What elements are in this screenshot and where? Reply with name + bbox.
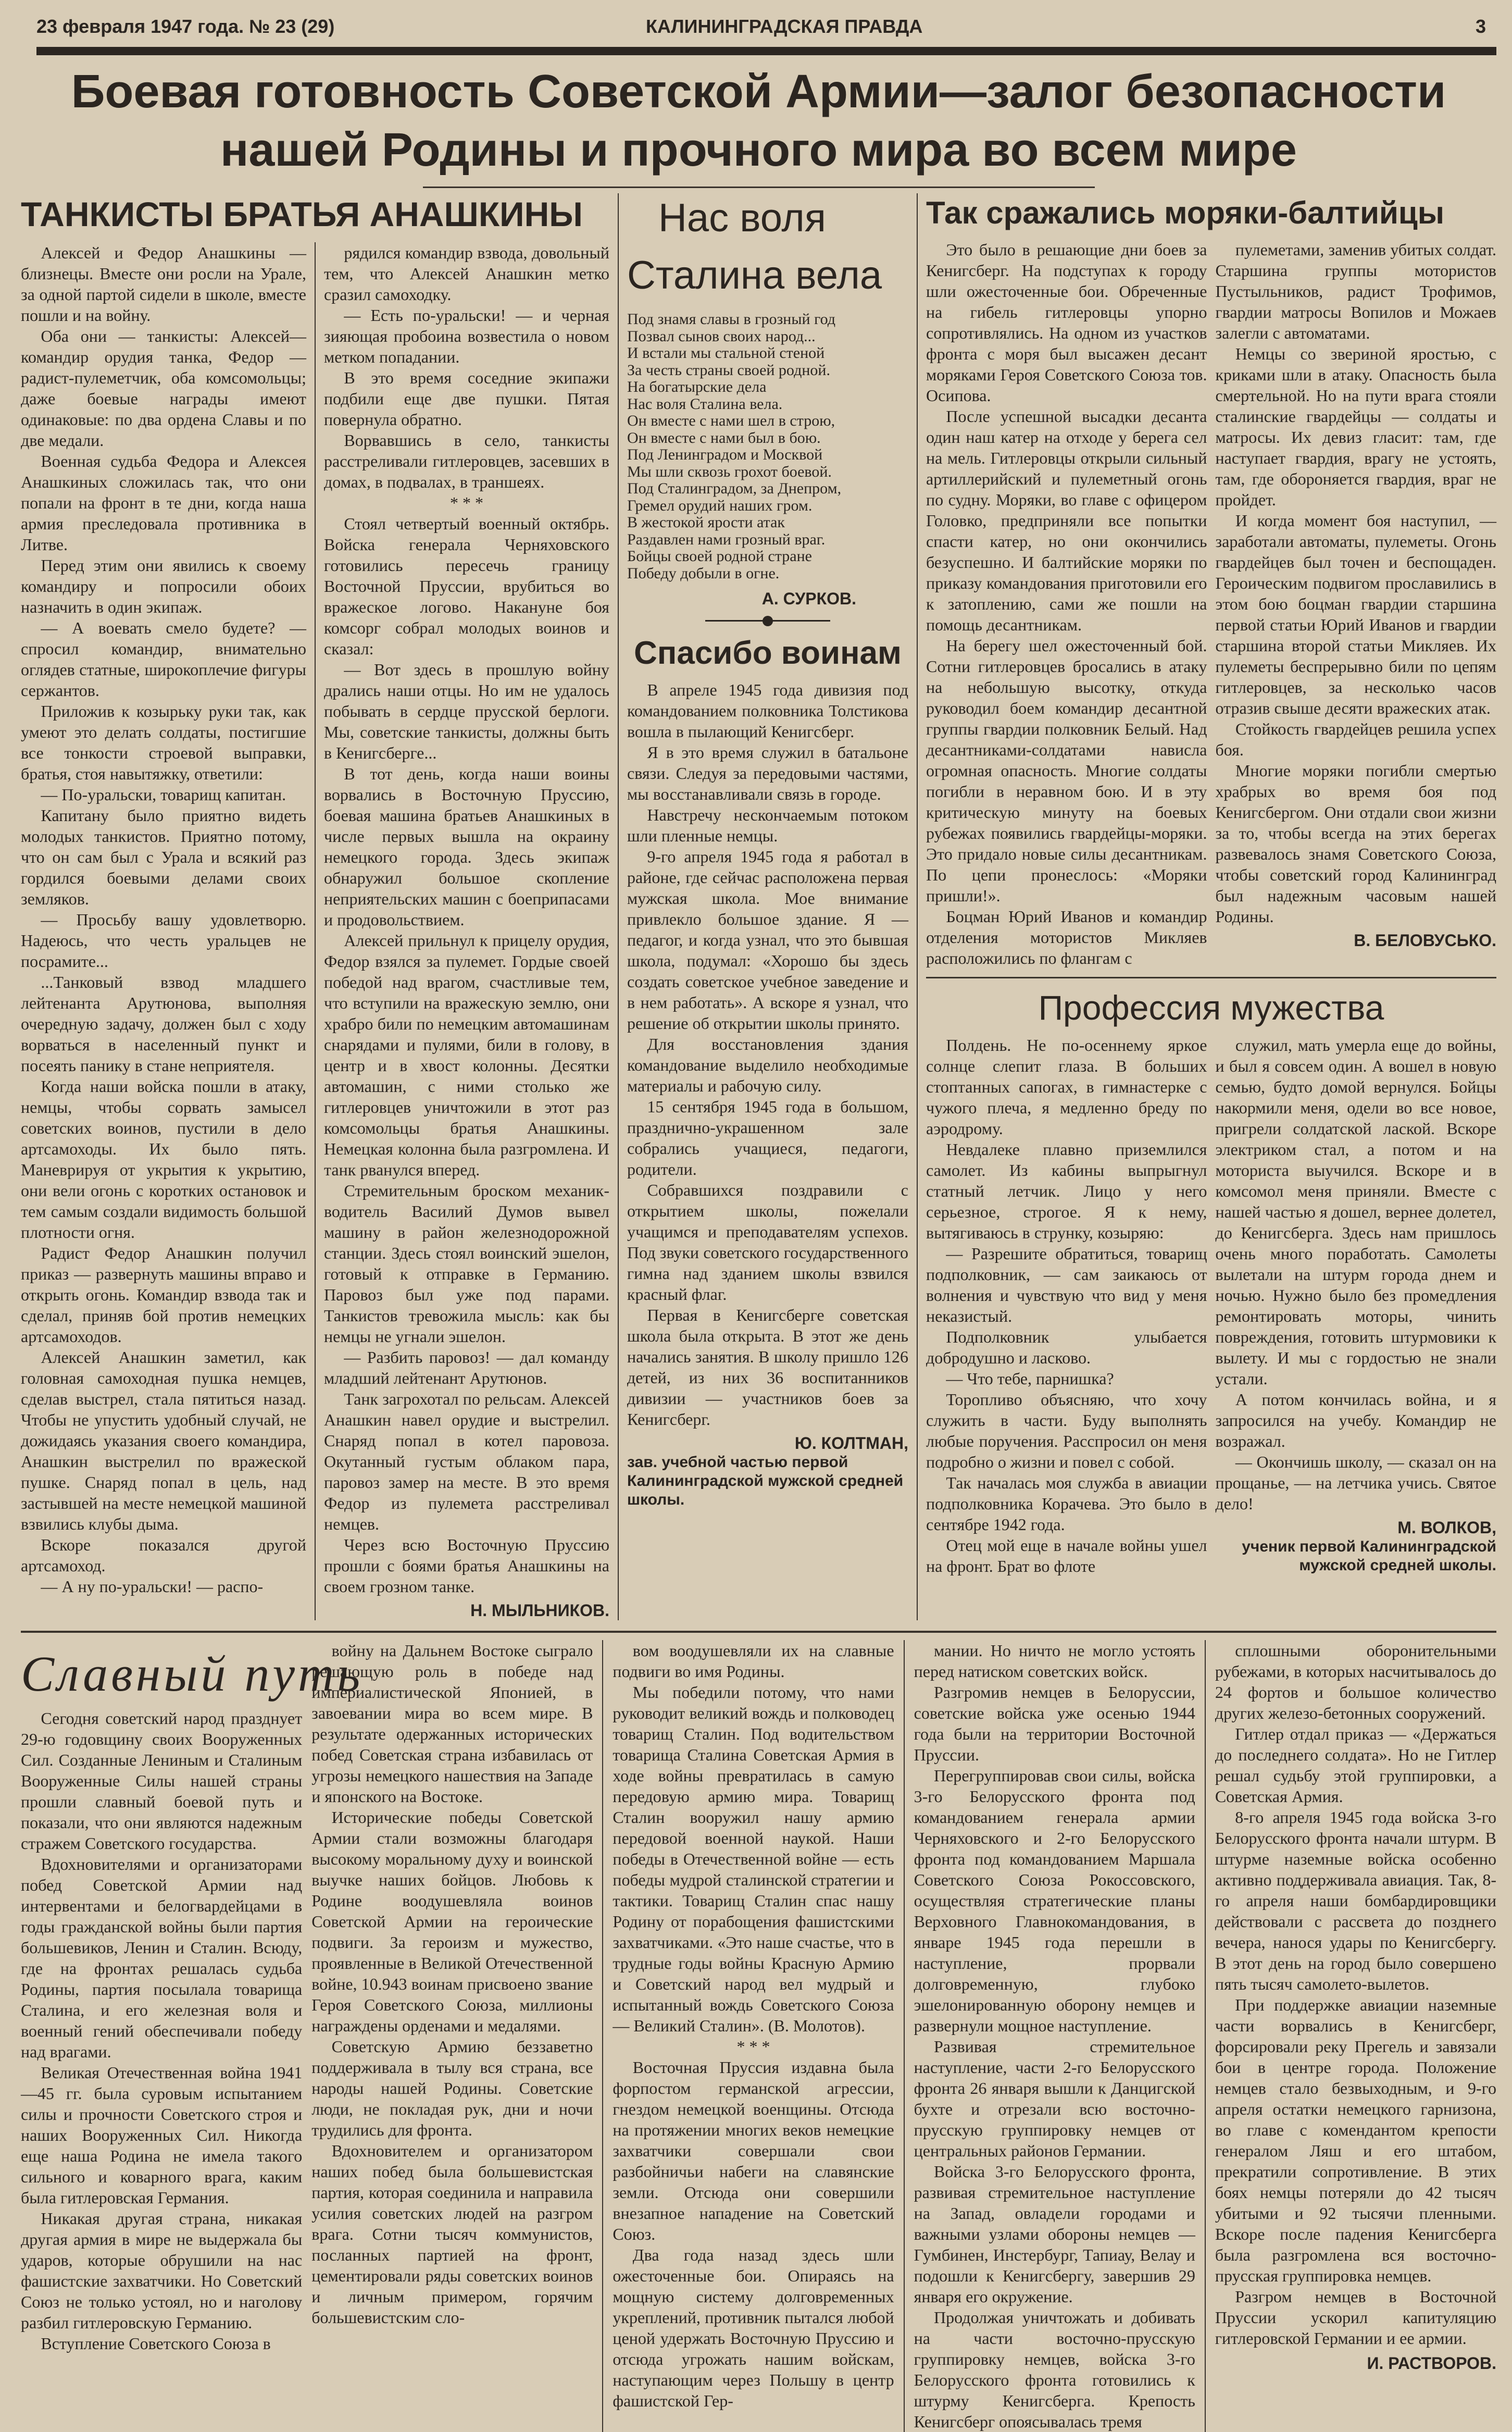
paragraph: — По-уральски, товарищ капитан. — [41, 785, 286, 804]
paragraph: При поддержке авиации наземные части ворвались в Кенигсберг, форсировали реку Прегель и завязали бои в центре города. Положение немцев стало безвыходным, и 9-го апреля остатки немецкого гарнизона, во главе с комендантом крепости генералом Ляш и его штабом, прекратили сопротивление. В этих боях немцы потеряли до 42 тысяч убитыми и 92 тысячи пленными. Вскоре после падения Кенигсберга была разгромлена вся восточно-прусская группировка немцев. — [1215, 1995, 1497, 2285]
poem-line: За честь страны своей родной. — [627, 361, 830, 379]
paragraph: В тот день, когда наши воины ворвались в Восточную Пруссию, боевая машина братьев Анашкиных в числе первых вышла на окраину немецкого города. Здесь экипаж обнаружил большое скопление неприятельских машин с боеприпасами и продовольствием. — [324, 764, 609, 929]
poem-line: Гремел орудий наших гром. — [627, 497, 813, 514]
spasibo-author: Ю. КОЛТМАН, — [794, 1434, 908, 1453]
paragraph: Полдень. Не по-осеннему яркое солнце слепит глаза. В больших стоптанных сапогах, в гимнастерке с чужого плеча, я медленно бреду по аэродрому. — [926, 1036, 1207, 1138]
top-section — [21, 193, 1496, 1620]
professiya-column-2 — [1216, 1035, 1497, 1514]
tankisty-column-2-wrap — [324, 242, 609, 1620]
poem-line: Под Ленинградом и Москвой — [627, 446, 823, 463]
column-divider — [618, 193, 619, 1620]
article-title-slavny-put: Славный путь — [21, 1646, 363, 1702]
paragraph: Вскоре показался другой артсамоход. — [21, 1535, 306, 1575]
paragraph: Восточная Пруссия издавна была форпостом германской агрессии, гнездом немецкой военщины. Отсюда на протяжении многих веков немецкие захватчики совершали свои разбойничьи набеги на славянские земли. Отсюда они совершили внезапное нападение на Советский Союз. — [613, 2058, 894, 2243]
paragraph: Гитлер отдал приказ — «Держаться до последнего солдата». Но не Гитлер решал судьбу этой группировки, а Советская Армия. — [1215, 1724, 1497, 1806]
paragraph: Немцы со звериной яростью, с криками шли в атаку. Опасность была смертельной. Но на пути врага стояли сталинские гвардейцы — солдаты и матросы. Их девиз гласит: там, где наступает гвардия, врагу не устоять, там, где обороняется гвардия, враг не пройдет. — [1215, 344, 1496, 509]
paragraph: Продолжая уничтожать и добивать на части восточно-прусскую группировку немцев, войска 3-го Белорусского фронта готовились к штурму Кенигсберга. Крепость Кенигсберг опоясывалась тремя — [914, 2308, 1195, 2431]
page-number: 3 — [1475, 16, 1486, 37]
bottom-section — [21, 1631, 1496, 2432]
paragraph: Ворвавшись в село, танкисты расстреливали гитлеровцев, засевших в домах, в подвалах, в траншеях. — [324, 431, 609, 491]
poem-line: В жестокой ярости атак — [627, 514, 785, 531]
spasibo-author-role: зав. учебной частью первой Калининградской мужской средней школы. — [627, 1454, 904, 1508]
moryaki-column-1 — [926, 239, 1207, 969]
paragraph: Никакая другая страна, никакая другая армия в мире не выдержала бы ударов, которые обрушили на нас фашистские захватчики. Но Советский Союз не только устоял, но и наголову разбил гитлеровскую Германию. — [21, 2209, 303, 2332]
moryaki-column-2-wrap — [1216, 239, 1497, 969]
paragraph: Многие моряки погибли смертью храбрых во время боя под Кенигсбергом. Они отдали свои жизни за то, чтобы всегда на этих берегах развевалось знамя Советского Союза, чтобы советский город Калининград был надежным часовым нашей Родины. — [1215, 761, 1496, 926]
main-headline-line2: нашей Родины и прочного мира во всем мире — [220, 124, 1297, 176]
poem-line: Он вместе с нами шел в строю, — [627, 412, 835, 429]
paragraph: Невдалеке плавно приземлился самолет. Из кабины выпрыгнул статный летчик. Лицо у него серьезное, строгое. Я к нему, вытягиваюсь в струнку, козыряю: — [926, 1140, 1207, 1242]
slavny-column-5-wrap — [1215, 1640, 1496, 2432]
paragraph: Сегодня советский народ празднует 29-ю годовщину своих Вооруженных Сил. Созданные Лениным и Сталиным Вооруженные Силы нашей страны прошли славный боевой путь и показали, что они являются надежным стражем Советского государства. — [21, 1709, 303, 1853]
paragraph: Великая Отечественная война 1941—45 гг. была суровым испытанием силы и прочности Советского строя и наших Вооруженных Сил. Никогда еще наша Родина не имела такого сильного и коварного врага, каким была гитлеровская Германия. — [21, 2063, 303, 2207]
column-divider — [917, 193, 918, 1620]
paragraph: Стойкость гвардейцев решила успех боя. — [1215, 719, 1496, 759]
paragraph: Мы победили потому, что нами руководит великий вождь и полководец товарищ Сталин. Под водительством товарища Сталина Советская Армия в ходе войны превратилась в самую передовую армию мира. Товарищ Сталин вооружил нашу армию передовой военной наукой. Наши победы в Отечественной войне — есть победы мудрой сталинской стратегии и тактики. Товарищ Сталин спас нашу Родину от порабощения фашистскими захватчиками. «Это наше счастье, что в трудные годы войны Красную Армию и Советский народ вел мудрый и испытанный вождь Советского Союза — Великий Сталин». (В. Молотов). — [613, 1683, 894, 2035]
tankisty-column-1 — [21, 242, 306, 1620]
section-break: * * * — [450, 493, 483, 512]
paragraph: Перед этим они явились к своему командиру и попросили обоих назначить в один экипаж. — [21, 556, 306, 616]
slavny-column-4 — [914, 1640, 1195, 2432]
poem-line: Раздавлен нами грозный враг. — [627, 530, 826, 548]
ornament — [627, 615, 908, 627]
paragraph: — Окончишь школу, — сказал он на прощанье, — на летчика учись. Святое дело! — [1215, 1453, 1496, 1513]
section-divider — [926, 977, 1496, 978]
moryaki-column-2 — [1216, 239, 1497, 927]
paragraph: Первая в Кенигсберге советская школа была открыта. В этот же день начались занятия. В школу пришло 126 детей, из них 36 воспитанников дивизии — участников боев за Кенигсберг. — [627, 1306, 908, 1429]
paragraph: Военная судьба Федора и Алексея Анашкиных сложилась так, что они попали на фронт в те дни, когда наша армия преследовала противника в Литве. — [21, 452, 306, 554]
column-divider — [602, 1640, 603, 2432]
paragraph: пулеметами, заменив убитых солдат. Старшина группы мотористов Пустыльников, радист Трофимов, гвардии матросы Вопилов и Можаев залегли с автоматами. — [1215, 240, 1496, 342]
poem-line: Мы шли сквозь грохот боевой. — [627, 463, 832, 480]
paragraph: Для восстановления здания командование выделило необходимые материалы и рабочую силу. — [627, 1035, 908, 1095]
slavny-author: И. РАСТВОРОВ. — [1367, 2354, 1497, 2373]
paragraph: служил, мать умерла еще до войны, и был я совсем один. А вошел в новую семью, будто домой вернулся. Бойцы накормили меня, одели во все новое, пригрели солдатской лаской. Вскоре электриком стал, а потом и на моториста выучился. Вскоре и в комсомол меня приняли. Вместе с нашей частью я дошел, вернее долетел, до Кенигсберга. Здесь нам пришлось очень много поработать. Самолеты вылетали на штурм города днем и ночью. Нужно было без промедления ремонтировать моторы, чинить повреждения, готовить штурмовики к вылету. И мы с гордостью не знали устали. — [1215, 1036, 1496, 1388]
poem-line: Позвал сынов своих народ... — [627, 327, 816, 345]
slavny-column-5 — [1215, 1640, 1496, 2349]
paragraph: Я в это время служил в батальоне связи. Следуя за передовыми частями, мы восстанавливали связь в городе. — [627, 743, 908, 803]
paragraph: сплошными оборонительными рубежами, в которых насчитывалось до 24 фортов и большое количество других железо-бетонных сооружений. — [1215, 1641, 1497, 1722]
poem-line: На богатырские дела — [627, 378, 767, 395]
paragraph: Танк загрохотал по рельсам. Алексей Анашкин навел орудие и выстрелил. Снаряд попал в котел паровоза. Окутанный густым облаком пара, паровоз замер на месте. В это время Федор из пулемета расстреливал немцев. — [324, 1389, 609, 1533]
paragraph: Вдохновителями и организаторами побед Советской Армии над интервентами и белогвардейцами в годы гражданской войны были партия большевиков, Ленин и Сталин. Всюду, где на фронтах решалась судьба Родины, партия посылала товарища Сталина, и его железная воля и военный гений обеспечивали победу над врагами. — [21, 1855, 303, 2061]
article-title-moryaki: Так сражались моряки-балтийцы — [926, 195, 1445, 230]
paragraph: — Просьбу вашу удовлетворю. Надеюсь, что честь уральцев не посрамите... — [21, 910, 306, 971]
moryaki-author: В. БЕЛОВУСЬКО. — [1354, 931, 1496, 950]
poem-title-line1: Нас воля — [658, 196, 826, 240]
paragraph: — Что тебе, парнишка? — [946, 1369, 1114, 1388]
paragraph: Разгром немцев в Восточной Пруссии ускорил капитуляцию гитлеровской Германии и ее армии. — [1215, 2287, 1497, 2348]
poem-line: И встали мы стальной стеной — [627, 344, 825, 362]
paragraph: Разгромив немцев в Белоруссии, советские войска уже осенью 1944 года были на территории Восточной Пруссии. — [914, 1683, 1195, 1764]
paragraph: И когда момент боя наступил, — заработали автоматы, пулеметы. Огонь гвардейцев был точен и беспощаден. Героическим подвигом прославились в этом бою боцман гвардии старшина первой статьи Юрий Иванов и гвардии старшина второй статьи Микляев. Их пулеметы беспрерывно били по цепям гитлеровцев, за несколько часов отразив свыше десяти вражеских атак. — [1215, 511, 1496, 717]
paragraph: — А воевать смело будете? — спросил командир, внимательно оглядев статные, широкоплечие фигуры сержантов. — [21, 618, 306, 700]
poem-line: Под знамя славы в грозный год — [627, 311, 836, 328]
professiya-column-2-wrap — [1216, 1035, 1497, 1577]
column-divider — [904, 1640, 905, 2432]
slavny-column-3 — [613, 1640, 894, 2432]
paragraph: Два года назад здесь шли ожесточенные бои. Опираясь на мощную систему долговременных укреплений, противник пытался любой ценой удержать Восточную Пруссию и отсюда угрожать нашим войскам, наступающим через Польшу в центр фашистской Гер- — [613, 2245, 894, 2410]
middle-column — [627, 193, 908, 1620]
header-rule — [36, 47, 1496, 55]
poem-line: Под Сталинградом, за Днепром, — [627, 480, 842, 497]
article-title-professiya: Профессия мужества — [1038, 988, 1384, 1027]
right-column — [926, 193, 1496, 1620]
paragraph: — А ну по-уральски! — распо- — [41, 1577, 264, 1596]
paragraph: мании. Но ничто не могло устоять перед натиском советских войск. — [914, 1641, 1195, 1681]
paragraph: — Разрешите обратиться, товарищ подполковник, — сам заикаюсь от волнения и чувствую что вид у меня неказистый. — [926, 1244, 1207, 1325]
paragraph: Стоял четвертый военный октябрь. Войска генерала Черняховского готовились пересечь границу Восточной Пруссии, врубиться во вражеское логово. Накануне боя комсорг собрал молодых воинов и сказал: — [324, 514, 609, 658]
tankisty-column-2 — [324, 242, 609, 1597]
paragraph: Так началась моя служба в авиации подполковника Корачева. Это было в сентябре 1942 года. — [926, 1473, 1207, 1534]
issue-date: 23 февраля 1947 года. № 23 (29) — [36, 16, 335, 37]
professiya-column-1 — [926, 1035, 1207, 1577]
paragraph: Алексей Анашкин заметил, как головная самоходная пушка немцев, сделав выстрел, стала пятиться назад. Чтобы не упустить удобный случай, не дожидаясь указания своего командира, Анашкин выстрелил по вражеской пушке. Снаряд попал в цель, над застывшей на месте немецкой машиной взвились клубы дыма. — [21, 1348, 306, 1533]
paragraph: Развивая стремительное наступление, части 2-го Белорусского фронта 26 января вышли к Данцигской бухте и отрезали всю восточно-прусскую группировку немцев от центральных районов Германии. — [914, 2037, 1195, 2160]
spasibo-text — [627, 679, 908, 1430]
column-divider — [315, 242, 316, 1620]
paragraph: Исторические победы Советской Армии стали возможны благодаря высокому моральному духу и воинской выучке наших бойцов. Любовь к Родине воодушевляла воинов Советской Армии на героические подвиги. За героизм и мужество, проявленные в Великой Отечественной войне, 10.943 воинам присвоено звание Героя Советского Союза, миллионы награждены орденами и медалями. — [311, 1808, 593, 2035]
paragraph: Через всю Восточную Пруссию прошли с боями братья Анашкины на своем грозном танке. — [324, 1535, 609, 1596]
section-break: * * * — [736, 2037, 770, 2056]
article-title-spasibo: Спасибо воинам — [634, 635, 902, 671]
slavny-column-1-wrap — [21, 1640, 363, 2432]
paragraph: Собравшихся поздравили с открытием школы, пожелали учащимся и преподавателям успехов. Под звуки советского государственного гимна над зданием школы взвился красный флаг. — [627, 1181, 908, 1304]
poem-title — [627, 193, 908, 301]
professiya-author-role: ученик первой Калининградской мужской средней школы. — [1242, 1538, 1496, 1574]
paragraph: А потом кончилась война, и я запросился на учебу. Командир не возражал. — [1215, 1390, 1496, 1450]
paragraph: Это было в решающие дни боев за Кенигсберг. На подступах к городу шли ожесточенные бои. Обреченные на гибель гитлеровцы упорно сопротивлялись. На одном из участков фронта с моря был высажен десант моряками Героя Советского Союза тов. Осипова. — [926, 240, 1207, 405]
article-tankisty — [21, 193, 609, 1620]
paragraph: Приложив к козырьку руки так, как умеют это делать солдаты, постигшие все тонкости строевой выправки, братья, стоя навытяжку, ответили: — [21, 702, 306, 783]
poem-text — [627, 311, 908, 582]
paragraph: вом воодушевляли их на славные подвиги во имя Родины. — [613, 1641, 894, 1681]
paragraph: В апреле 1945 года дивизия под командованием полковника Толстикова вошла в пылающий Кенигсберг. — [627, 680, 908, 741]
poem-author: А. СУРКОВ. — [761, 589, 856, 608]
paragraph: 15 сентября 1945 года в большом, празднично-украшенном зале собрались учащиеся, педагоги, родители. — [627, 1097, 908, 1178]
paragraph: Когда наши войска пошли в атаку, немцы, чтобы сорвать замысел советских воинов, пустили в дело артсамоходы. Их было пять. Маневрируя от укрытия к укрытию, они вели огонь с коротких остановок и тем самым создали видимость большой плотности огня. — [21, 1077, 306, 1242]
poem-line: Победу добыли в огне. — [627, 564, 780, 582]
column-divider — [1205, 1640, 1206, 2432]
paragraph: Алексей и Федор Анашкины — близнецы. Вместе они росли на Урале, за одной партой сидели в школе, вместе пошли и на войну. — [21, 243, 306, 325]
poem-line: Бойцы своей родной стране — [627, 548, 812, 565]
paragraph: В это время соседние экипажи подбили еще две пушки. Пятая повернула обратно. — [324, 368, 609, 429]
paragraph: Радист Федор Анашкин получил приказ — развернуть машины вправо и открыть огонь. Командир взвода так и сделал, приняв бой против немецких артсамоходов. — [21, 1244, 306, 1346]
paragraph: Навстречу нескончаемым потоком шли пленные немцы. — [627, 805, 908, 845]
paragraph: — Есть по-уральски! — и черная зияющая пробоина возвестила о новом метком попадании. — [324, 306, 609, 366]
paragraph: рядился командир взвода, довольный тем, что Алексей Анашкин метко сразил самоходку. — [324, 243, 609, 304]
paragraph: ...Танковый взвод младшего лейтенанта Арутюнова, выполняя очередную задачу, должен был с ходу ворваться в населенный пункт и посеять панику в стане неприятеля. — [21, 973, 306, 1075]
paragraph: Торопливо объясняю, что хочу служить в части. Буду выполнять любые поручения. Расспросил он меня подробно о жизни и повел с собой. — [926, 1390, 1207, 1471]
paragraph: 9-го апреля 1945 года я работал в районе, где сейчас расположена первая мужская школа. Мое внимание привлекло большое здание. Я — педагог, и когда узнал, что это бывшая школа, подумал: «Хорошо бы здесь создать советское учебное заведение и в нем работать». А вскоре я узнал, что решение об открытии школы принято. — [627, 847, 908, 1033]
paragraph: Подполковник улыбается добродушно и ласково. — [926, 1327, 1207, 1367]
paragraph: После успешной высадки десанта один наш катер на отходе у берега сел на мель. Гитлеровцы открыли сильный артиллерийский и пулеметный огонь по судну. Моряки, во главе с офицером Головко, предприняли все попытки спасти катер, но они окончились безуспешно. И балтийские моряки по приказу командования приготовили его к затоплению, сами же пошли на помощь десантникам. — [926, 407, 1207, 634]
paragraph: войну на Дальнем Востоке сыграло решающую роль в победе над империалистической Японией, в завоевании мира во всем мире. В результате одержанных исторических побед Советская страна избавилась от угрозы немецкого нашествия на Западе и японского на Востоке. — [311, 1641, 593, 1806]
headline-underline — [423, 187, 1095, 188]
paragraph: Оба они — танкисты: Алексей— командир орудия танка, Федор — радист-пулеметчик, оба комсомольцы; даже боевые награды имеют одинаковые: по два ордена Славы и по две медали. — [21, 327, 306, 450]
paragraph: Перегруппировав свои силы, войска 3-го Белорусского фронта под командованием генерала армии Черняховского и 2-го Белорусского фронта под командованием Маршала Советского Союза Рокоссовского, осуществляя стратегические планы Верховного Главнокомандования, в январе 1945 года перешли в наступление, прорвали долговременную, глубоко эшелонированную оборону немцев и развернули мощное наступление. — [914, 1766, 1195, 2035]
main-headline-line1: Боевая готовность Советской Армии—залог безопасности — [71, 66, 1446, 118]
poem-title-line2: Сталина вела — [627, 253, 882, 297]
paragraph: Стремительным броском механик-водитель Василий Думов вывел машину в район железнодорожной станции. Здесь стоял воинский эшелон, готовый к отправке в Германию. Паровоз был уже под парами. Танкистов тревожила мысль: как бы немцы не угнали эшелон. — [324, 1181, 609, 1346]
tankisty-author: Н. МЫЛЬНИКОВ. — [470, 1601, 609, 1620]
paragraph: На берегу шел ожесточенный бой. Сотни гитлеровцев бросались в атаку на небольшую высотку, откуда руководил боем командир десантной группы гвардии полковник Белый. Над десантниками-солдатами нависла огромная опасность. Многие солдаты погибли в неравном бою. И в эту критическую минуту на боевых рубежах появились гвардейцы-моряки. Это придало новые силы десантникам. По цепи пронеслось: «Моряки пришли!». — [926, 636, 1207, 905]
paragraph: Вступление Советского Союза в — [41, 2334, 271, 2353]
paragraph: 8-го апреля 1945 года войска 3-го Белорусского фронта начали штурм. В штурме наземные войска особенно активно поддерживала авиация. Так, 8-го апреля наши бомбардировщики действовали с рассвета до позднего вечера, нанося удары по Кенигсбергу. В этот день на город было совершено пять тысяч самолето-вылетов. — [1215, 1808, 1497, 1993]
poem-line: Он вместе с нами был в бою. — [627, 429, 821, 446]
paragraph: Советскую Армию беззаветно поддерживала в тылу вся страна, все народы нашей Родины. Советские люди, не покладая рук, дни и ночи трудились для фронта. — [311, 2037, 593, 2139]
paragraph: Капитану было приятно видеть молодых танкистов. Приятно потому, что он сам был с Урала и всякий раз гордился боевыми делами своих земляков. — [21, 806, 306, 908]
paragraph: Алексей прильнул к прицелу орудия, Федор взялся за пулемет. Гордые своей победой над врагом, счастливые тем, что вступили на вражескую землю, они храбро били по немецким автомашинам снарядами и пулями, били в голову, в центр и в хвост колонны. Десятки автомашин, с ними столько же гитлеровцев уничтожили в этот раз комсомольцы братья Анашкины. Немецкая колонна была разгромлена. И танк рванулся вперед. — [324, 931, 609, 1179]
slavny-column-1 — [21, 1708, 302, 2354]
professiya-author: М. ВОЛКОВ, — [1397, 1518, 1496, 1537]
paragraph: — Разбить паровоз! — дал команду младший лейтенант Арутюнов. — [324, 1348, 609, 1387]
paragraph: Боцман Юрий Иванов и командир отделения мотористов Микляев расположились по флангам с — [926, 907, 1207, 967]
poem-line: Нас воля Сталина вела. — [627, 395, 783, 413]
paragraph: Отец мой еще в начале войны ушел на фронт. Брат во флоте — [926, 1536, 1207, 1575]
paragraph: — Вот здесь в прошлую войну дрались наши отцы. Но им не удалось побывать в сердце прусской берлоги. Мы, советские танкисты, должны быть в Кенигсберге... — [324, 660, 609, 762]
paragraph: Вдохновителем и организатором наших побед была большевистская партия, которая соединила и направила усилия советских людей на разгром врага. Сотни тысяч коммунистов, посланных партией на фронт, цементировали ряды советских воинов и личным примером, горячим большевистским сло- — [311, 2141, 593, 2327]
ornament-dot — [763, 616, 773, 626]
slavny-column-2 — [311, 1640, 593, 2432]
paragraph: Войска 3-го Белорусского фронта, развивая стремительное наступление на Запад, овладели городами и важными узлами обороны немцев —Гумбинен, Инстербург, Тапиау, Велау и подошли к Кенигсбергу, завершив 29 января его окружение. — [914, 2162, 1195, 2306]
newspaper-name: КАЛИНИНГРАДСКАЯ ПРАВДА — [646, 16, 923, 37]
page-header — [21, 0, 1496, 63]
article-title-tankisty: ТАНКИСТЫ БРАТЬЯ АНАШКИНЫ — [21, 195, 583, 233]
